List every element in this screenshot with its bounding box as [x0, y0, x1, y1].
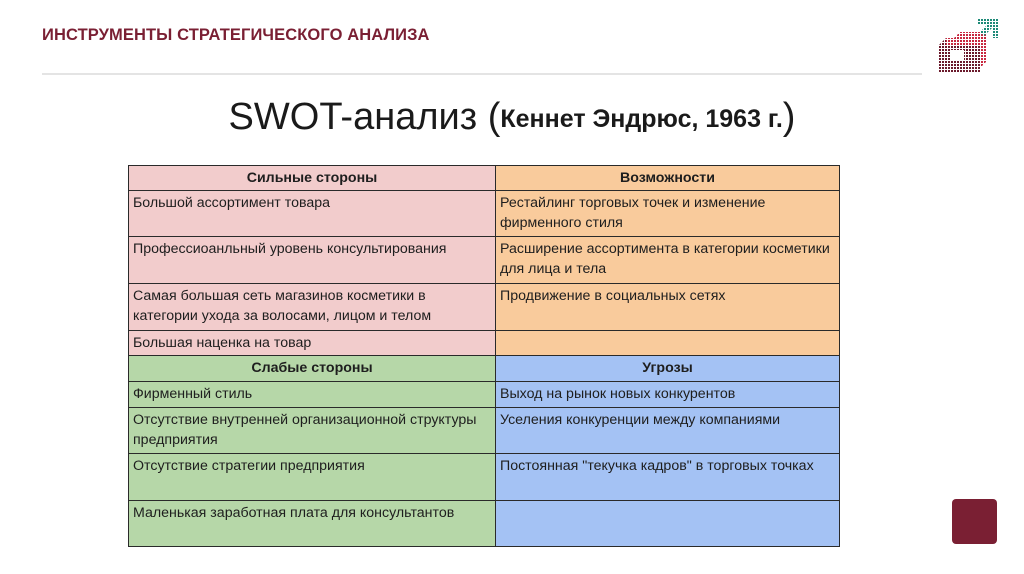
header-divider	[42, 73, 922, 75]
table-row	[129, 382, 840, 408]
threat-cell: Уселения конкуренции между компаниями	[496, 408, 840, 454]
threat-cell: Постоянная "текучка кадров" в торговых точках	[496, 454, 840, 501]
table-row	[129, 237, 840, 284]
logo-icon	[930, 10, 1002, 76]
opportunity-cell: Рестайлинг торговых точек и изменение фирменного стиля	[496, 191, 840, 237]
table-row	[129, 191, 840, 237]
table-row	[129, 408, 840, 454]
strength-cell: Большая наценка на товар	[129, 331, 496, 356]
threat-cell: Выход на рынок новых конкурентов	[496, 382, 840, 408]
slide-title-author: Кеннет Эндрюс, 1963 г.	[500, 105, 783, 133]
slide-title-close-paren: )	[782, 96, 796, 138]
threats-header: Угрозы	[496, 356, 840, 382]
next-slide-button[interactable]	[952, 499, 997, 544]
strength-cell: Большой ассортимент товара	[129, 191, 496, 237]
slide-title-main: SWOT-анализ	[228, 96, 478, 138]
swot-header-row-top	[129, 166, 840, 191]
weaknesses-header: Слабые стороны	[129, 356, 496, 382]
table-row	[129, 501, 840, 547]
weakness-cell: Отсутствие внутренней организационной структуры предприятия	[129, 408, 496, 454]
table-row	[129, 284, 840, 331]
strength-cell: Самая большая сеть магазинов косметики в категории ухода за волосами, лицом и телом	[129, 284, 496, 331]
slide-title-open-paren: (	[487, 96, 501, 138]
swot-header-row-bottom	[129, 356, 840, 382]
weakness-cell: Фирменный стиль	[129, 382, 496, 408]
table-row	[129, 454, 840, 501]
weakness-cell: Отсутствие стратегии предприятия	[129, 454, 496, 501]
header-title: ИНСТРУМЕНТЫ СТРАТЕГИЧЕСКОГО АНАЛИЗА	[42, 26, 430, 44]
opportunity-cell: Расширение ассортимента в категории косметики для лица и тела	[496, 237, 840, 284]
strength-cell: Профессиоанльный уровень консультирования	[129, 237, 496, 284]
opportunity-cell	[496, 331, 840, 356]
opportunities-header: Возможности	[496, 166, 840, 191]
slide-title	[0, 96, 1024, 139]
threat-cell	[496, 501, 840, 547]
table-row	[129, 331, 840, 356]
strengths-header: Сильные стороны	[129, 166, 496, 191]
opportunity-cell: Продвижение в социальных сетях	[496, 284, 840, 331]
swot-table	[128, 165, 840, 547]
weakness-cell: Маленькая заработная плата для консультантов	[129, 501, 496, 547]
